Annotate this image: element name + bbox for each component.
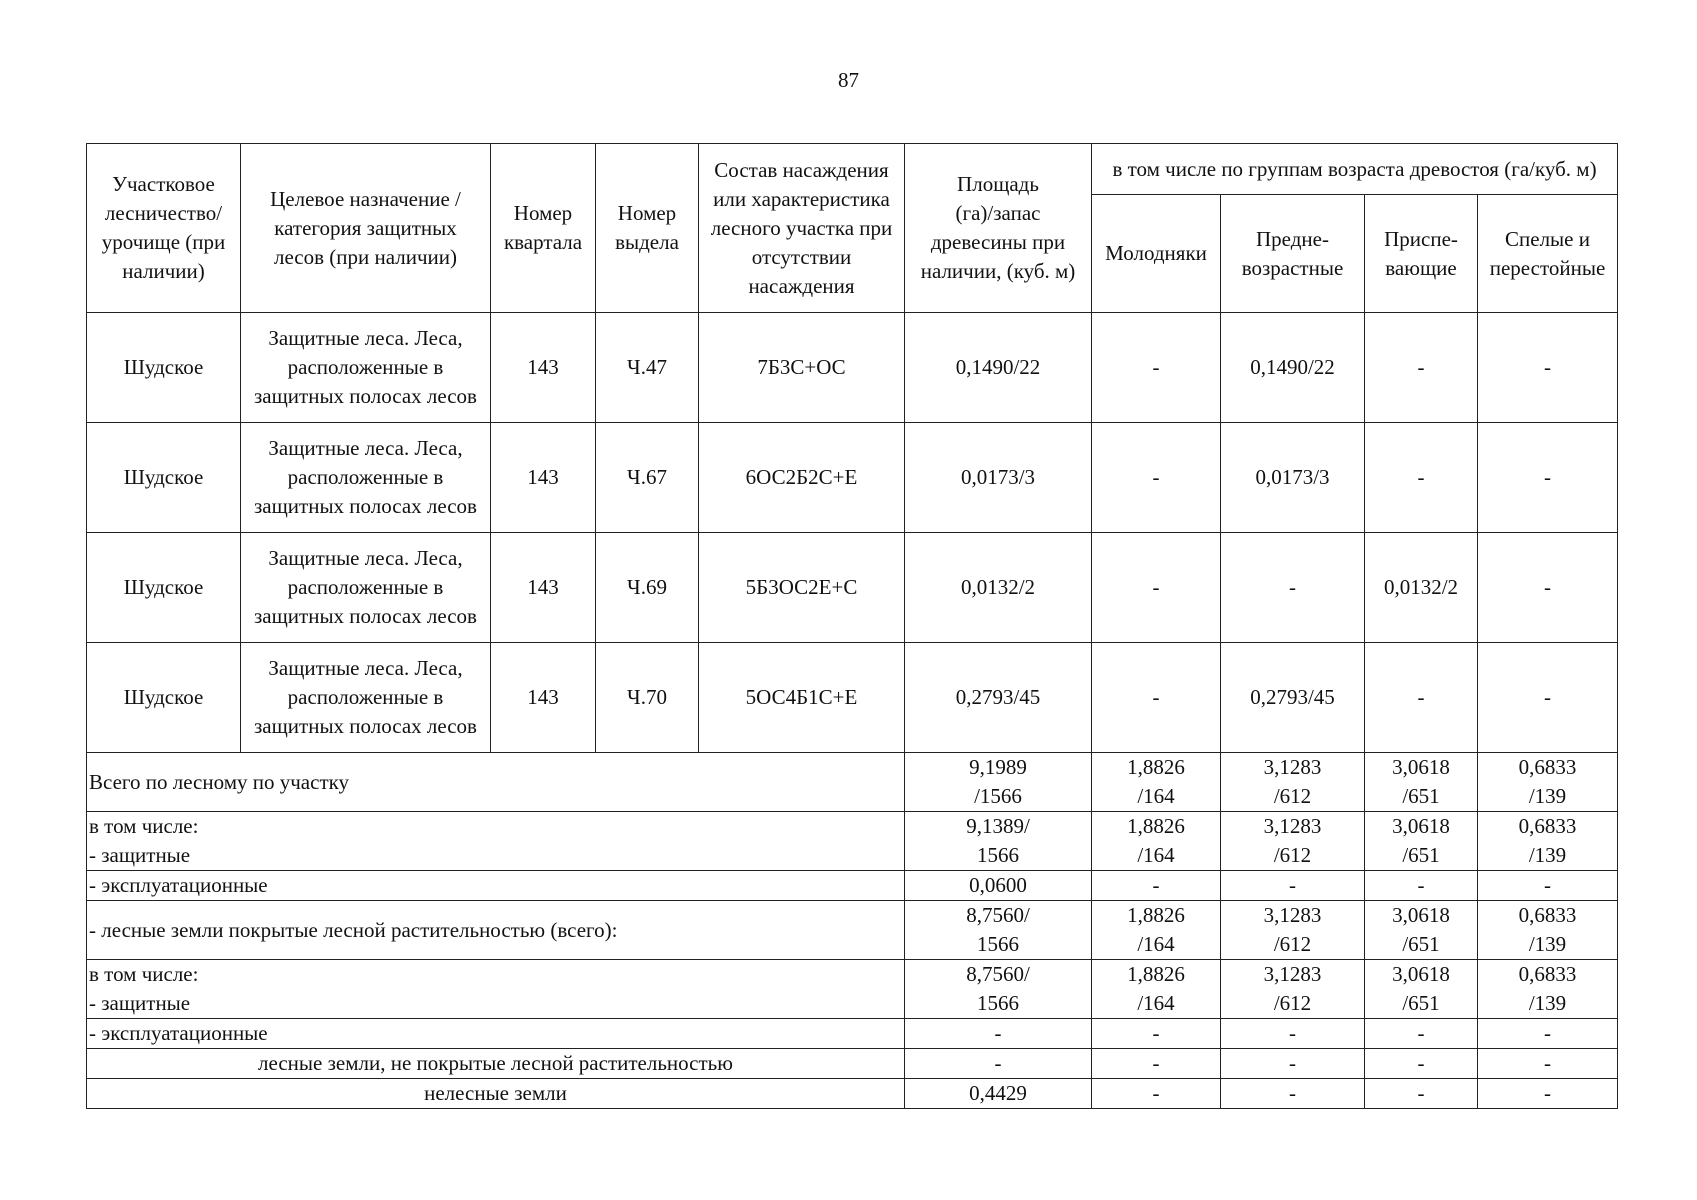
- cell-middle: 0,2793/45: [1221, 643, 1365, 753]
- summary-middle: 3,1283 /612: [1221, 901, 1365, 960]
- summary-row: [87, 753, 1618, 812]
- summary-row: [87, 1049, 1618, 1079]
- summary-label: Всего по лесному по участку: [87, 753, 905, 812]
- cell-middle: 0,1490/22: [1221, 313, 1365, 423]
- summary-middle: 3,1283 /612: [1221, 960, 1365, 1019]
- summary-young: -: [1092, 1019, 1221, 1049]
- cell-composition: 6ОС2Б2С+Е: [699, 423, 905, 533]
- summary-label: лесные земли, не покрытые лесной растительностью: [87, 1049, 905, 1079]
- header-quarter: Номер квартала: [491, 144, 596, 313]
- summary-area: 0,0600: [905, 871, 1092, 901]
- summary-mature: 0,6833 /139: [1478, 753, 1618, 812]
- summary-ripening: 3,0618 /651: [1365, 901, 1478, 960]
- cell-allotment: Ч.47: [596, 313, 699, 423]
- summary-mature: -: [1478, 871, 1618, 901]
- summary-area: 8,7560/ 1566: [905, 960, 1092, 1019]
- cell-area: 0,1490/22: [905, 313, 1092, 423]
- summary-area: 8,7560/ 1566: [905, 901, 1092, 960]
- header-ripening: Приспе- вающие: [1365, 195, 1478, 313]
- table-summary: [87, 753, 1618, 1109]
- cell-young: -: [1092, 423, 1221, 533]
- summary-ripening: -: [1365, 1079, 1478, 1109]
- header-district: Участковое лесничество/ урочище (при наличии): [87, 144, 241, 313]
- cell-area: 0,0132/2: [905, 533, 1092, 643]
- header-young: Молодняки: [1092, 195, 1221, 313]
- summary-row: [87, 1019, 1618, 1049]
- table-header: [87, 144, 1618, 313]
- cell-area: 0,0173/3: [905, 423, 1092, 533]
- cell-district: Шудское: [87, 643, 241, 753]
- summary-ripening: 3,0618 /651: [1365, 812, 1478, 871]
- cell-composition: 7Б3С+ОС: [699, 313, 905, 423]
- summary-young: 1,8826 /164: [1092, 960, 1221, 1019]
- header-purpose: Целевое назначение / категория защитных лесов (при наличии): [241, 144, 491, 313]
- summary-area: -: [905, 1019, 1092, 1049]
- cell-mature: -: [1478, 423, 1618, 533]
- summary-row: [87, 812, 1618, 871]
- header-composition: Состав насаждения или характеристика лесного участка при отсутствии насаждения: [699, 144, 905, 313]
- cell-purpose: Защитные леса. Леса, расположенные в защитных полосах лесов: [241, 313, 491, 423]
- summary-area: -: [905, 1049, 1092, 1079]
- header-allotment: Номер выдела: [596, 144, 699, 313]
- header-middle: Предне- возрастные: [1221, 195, 1365, 313]
- cell-quarter: 143: [491, 313, 596, 423]
- summary-young: 1,8826 /164: [1092, 812, 1221, 871]
- summary-mature: -: [1478, 1019, 1618, 1049]
- cell-district: Шудское: [87, 423, 241, 533]
- summary-ripening: -: [1365, 1049, 1478, 1079]
- summary-middle: -: [1221, 1049, 1365, 1079]
- cell-middle: 0,0173/3: [1221, 423, 1365, 533]
- summary-ripening: -: [1365, 871, 1478, 901]
- forest-allocation-table: [86, 143, 1618, 1109]
- summary-row: [87, 871, 1618, 901]
- header-age-groups: в том числе по группам возраста древостоя (га/куб. м): [1092, 144, 1618, 195]
- cell-mature: -: [1478, 313, 1618, 423]
- summary-middle: 3,1283 /612: [1221, 753, 1365, 812]
- cell-young: -: [1092, 533, 1221, 643]
- cell-district: Шудское: [87, 533, 241, 643]
- cell-ripening: 0,0132/2: [1365, 533, 1478, 643]
- summary-mature: 0,6833 /139: [1478, 960, 1618, 1019]
- cell-mature: -: [1478, 643, 1618, 753]
- summary-middle: -: [1221, 1079, 1365, 1109]
- summary-young: -: [1092, 871, 1221, 901]
- cell-composition: 5Б3ОС2Е+С: [699, 533, 905, 643]
- cell-purpose: Защитные леса. Леса, расположенные в защитных полосах лесов: [241, 533, 491, 643]
- cell-middle: -: [1221, 533, 1365, 643]
- page-number: 87: [838, 68, 859, 92]
- summary-ripening: 3,0618 /651: [1365, 753, 1478, 812]
- cell-purpose: Защитные леса. Леса, расположенные в защитных полосах лесов: [241, 423, 491, 533]
- table-row: [87, 313, 1618, 423]
- summary-area: 9,1989 /1566: [905, 753, 1092, 812]
- summary-mature: -: [1478, 1079, 1618, 1109]
- summary-label: - эксплуатационные: [87, 1019, 905, 1049]
- cell-quarter: 143: [491, 643, 596, 753]
- table-body: [87, 313, 1618, 753]
- cell-quarter: 143: [491, 423, 596, 533]
- summary-young: -: [1092, 1049, 1221, 1079]
- summary-row: [87, 960, 1618, 1019]
- header-mature: Спелые и перестойные: [1478, 195, 1618, 313]
- summary-ripening: -: [1365, 1019, 1478, 1049]
- header-area: Площадь (га)/запас древесины при наличии, (куб. м): [905, 144, 1092, 313]
- summary-mature: 0,6833 /139: [1478, 901, 1618, 960]
- table-row: [87, 643, 1618, 753]
- summary-area: 0,4429: [905, 1079, 1092, 1109]
- cell-ripening: -: [1365, 313, 1478, 423]
- summary-ripening: 3,0618 /651: [1365, 960, 1478, 1019]
- table-row: [87, 533, 1618, 643]
- summary-young: 1,8826 /164: [1092, 753, 1221, 812]
- summary-mature: 0,6833 /139: [1478, 812, 1618, 871]
- summary-label: нелесные земли: [87, 1079, 905, 1109]
- cell-mature: -: [1478, 533, 1618, 643]
- summary-label: - эксплуатационные: [87, 871, 905, 901]
- cell-young: -: [1092, 313, 1221, 423]
- summary-label: в том числе: - защитные: [87, 812, 905, 871]
- summary-label: - лесные земли покрытые лесной растительностью (всего):: [87, 901, 905, 960]
- cell-allotment: Ч.67: [596, 423, 699, 533]
- summary-young: -: [1092, 1079, 1221, 1109]
- cell-composition: 5ОС4Б1С+Е: [699, 643, 905, 753]
- cell-allotment: Ч.69: [596, 533, 699, 643]
- cell-quarter: 143: [491, 533, 596, 643]
- summary-middle: 3,1283 /612: [1221, 812, 1365, 871]
- summary-middle: -: [1221, 871, 1365, 901]
- cell-young: -: [1092, 643, 1221, 753]
- summary-middle: -: [1221, 1019, 1365, 1049]
- summary-row: [87, 901, 1618, 960]
- cell-district: Шудское: [87, 313, 241, 423]
- summary-young: 1,8826 /164: [1092, 901, 1221, 960]
- cell-allotment: Ч.70: [596, 643, 699, 753]
- summary-row: [87, 1079, 1618, 1109]
- summary-mature: -: [1478, 1049, 1618, 1079]
- summary-area: 9,1389/ 1566: [905, 812, 1092, 871]
- summary-label: в том числе: - защитные: [87, 960, 905, 1019]
- cell-ripening: -: [1365, 423, 1478, 533]
- cell-ripening: -: [1365, 643, 1478, 753]
- cell-purpose: Защитные леса. Леса, расположенные в защитных полосах лесов: [241, 643, 491, 753]
- table-row: [87, 423, 1618, 533]
- cell-area: 0,2793/45: [905, 643, 1092, 753]
